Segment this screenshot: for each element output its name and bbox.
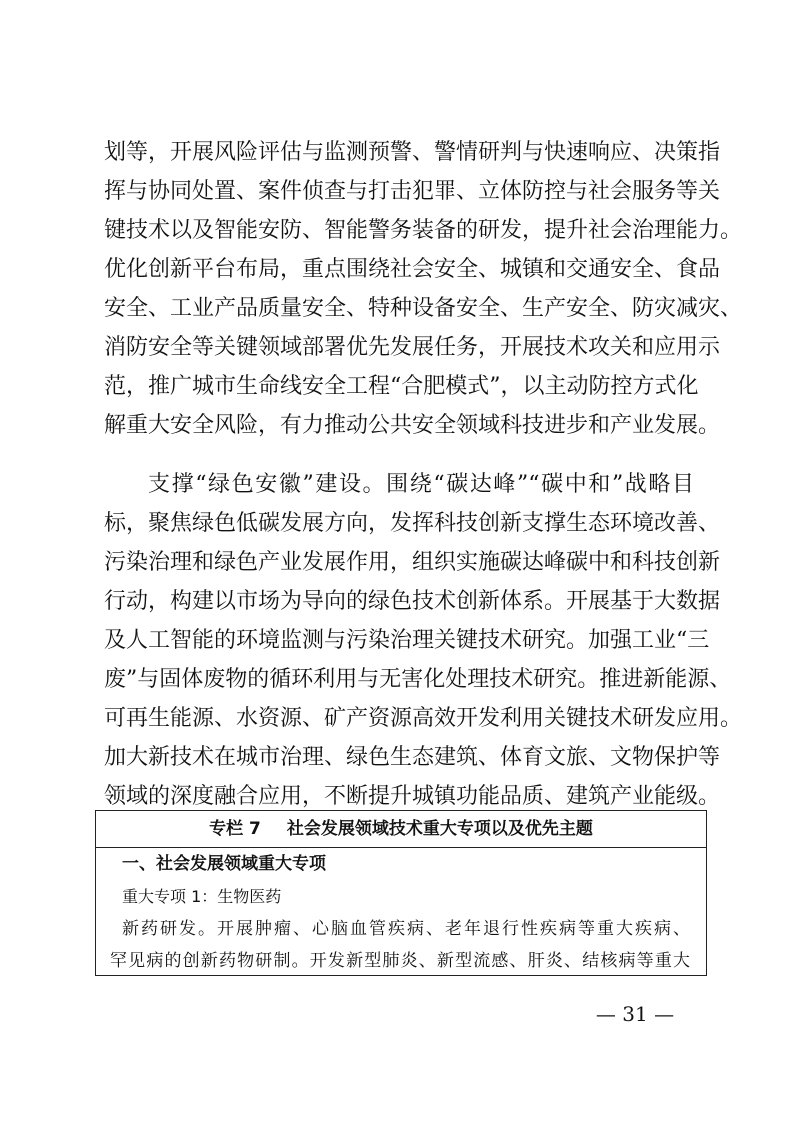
text-line: 划等，开展风险评估与监测预警、警情研判与快速响应、决策指	[104, 140, 721, 165]
text-line: 及人工智能的环境监测与污染治理关键技术研究。加强工业“三	[104, 628, 710, 653]
text-line: 加大新技术在城市治理、绿色生态建筑、体育文旅、文物保护等	[104, 745, 721, 770]
text-line: 挥与协同处置、案件侦查与打击犯罪、立体防控与社会服务等关	[104, 179, 721, 204]
text-line: 范，推广城市生命线安全工程“合肥模式”，以主动防控方式化	[104, 374, 699, 399]
column-box-title	[96, 811, 706, 848]
text-line: 安全、工业产品质量安全、特种设备安全、生产安全、防灾减灾、	[104, 296, 743, 321]
column-box	[95, 810, 707, 976]
text-line: 支撑“绿色安徽”建设。围绕“碳达峰”“碳中和”战略目	[148, 472, 694, 497]
box-text-line: 罕见病的创新药物研制。开发新型肺炎、新型流感、肝炎、结核病等重大	[110, 951, 690, 971]
text-line: 废”与固体废物的循环利用与无害化处理技术研究。推进新能源、	[104, 667, 732, 692]
body-paragraph-green-anhui	[104, 465, 743, 816]
column-box-label: 专栏 7	[209, 819, 261, 839]
text-line: 消防安全等关键领域部署优先发展任务，开展技术攻关和应用示	[104, 335, 721, 360]
column-box-title-text: 社会发展领域技术重大专项以及优先主题	[286, 819, 593, 839]
box-text-line: 新药研发。开展肿瘤、心脑血管疾病、老年退行性疾病等重大疾病、	[122, 919, 690, 939]
text-line: 标，聚焦绿色低碳发展方向，发挥科技创新支撑生态环境改善、	[104, 511, 721, 536]
text-line: 优化创新平台布局，重点围绕社会安全、城镇和交通安全、食品	[104, 257, 721, 282]
subsection-heading: 重大专项 1：生物医药	[122, 887, 282, 906]
text-line: 行动，构建以市场为导向的绿色技术创新体系。开展基于大数据	[104, 589, 721, 614]
text-line: 污染治理和绿色产业发展作用，组织实施碳达峰碳中和科技创新	[104, 550, 721, 575]
text-line: 可再生能源、水资源、矿产资源高效开发利用关键技术研发应用。	[104, 706, 743, 731]
text-line: 领域的深度融合应用，不断提升城镇功能品质、建筑产业能级。	[104, 784, 721, 809]
page-number: — 31 —	[595, 1002, 675, 1026]
text-line: 键技术以及智能安防、智能警务装备的研发，提升社会治理能力。	[104, 218, 743, 243]
section-heading: 一、社会发展领域重大专项	[122, 854, 326, 874]
body-paragraph-public-safety	[104, 133, 743, 445]
text-line: 解重大安全风险，有力推动公共安全领域科技进步和产业发展。	[104, 413, 721, 438]
column-box-body	[110, 847, 690, 977]
